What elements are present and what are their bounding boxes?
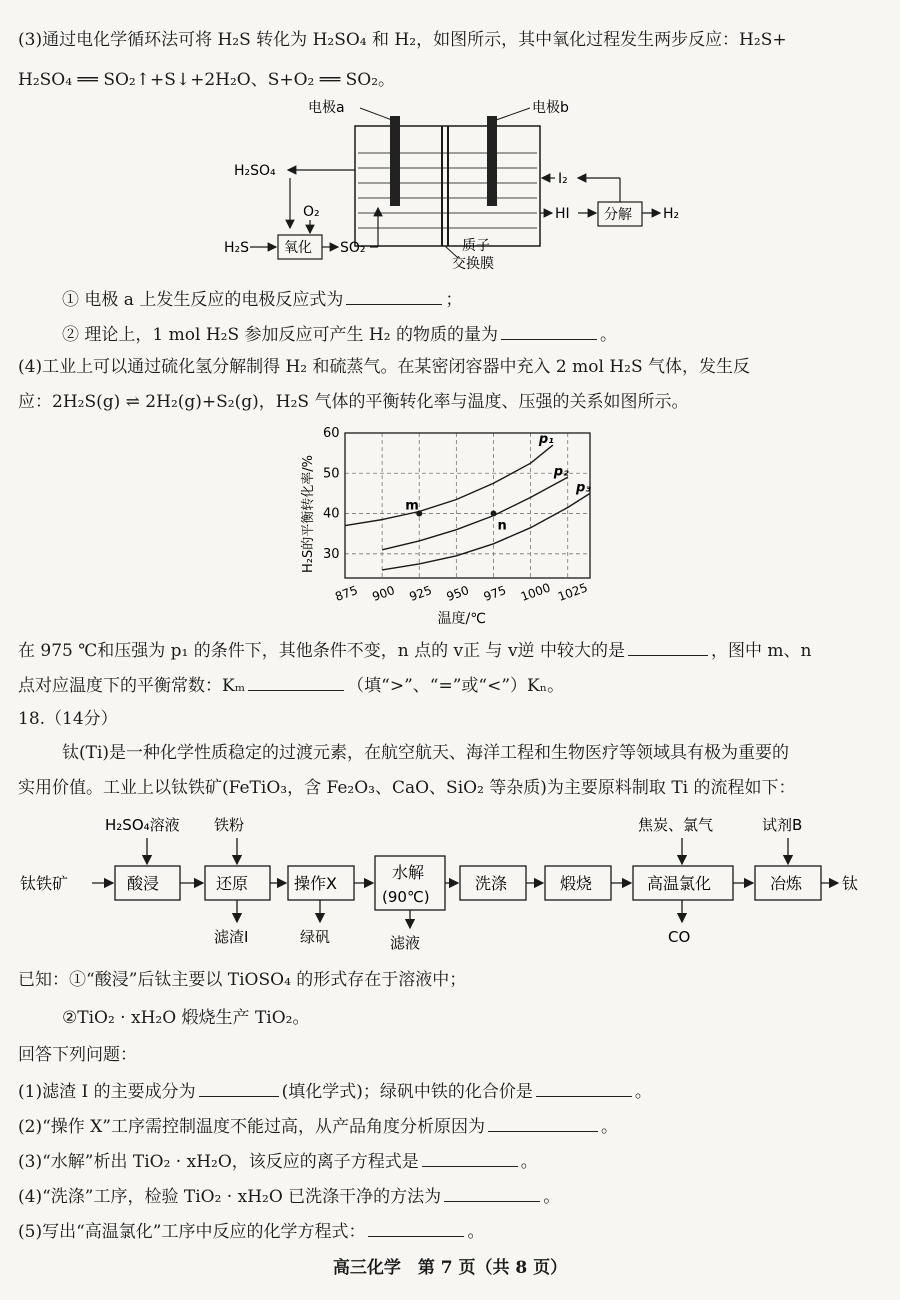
point-label-n: n bbox=[497, 518, 507, 534]
so2-label: SO₂ bbox=[340, 240, 366, 256]
series-label-1: p₁ bbox=[538, 432, 554, 448]
answer-blank-10[interactable] bbox=[368, 1218, 464, 1237]
flow-step-acid-leach: 酸浸 bbox=[127, 874, 160, 893]
y-tick-label: 60 bbox=[323, 426, 340, 441]
x-tick-label: 875 bbox=[333, 583, 360, 604]
q17-p3-line1: (3)通过电化学循环法可将 H₂S 转化为 H₂SO₄ 和 H₂，如图所示，其中氧化过程发生两步反应：H₂S+ bbox=[18, 30, 787, 50]
conversion-chart bbox=[290, 425, 620, 625]
x-tick-label: 900 bbox=[370, 583, 397, 604]
flow-step-chlorination: 高温氯化 bbox=[647, 874, 712, 893]
q18-q2: (2)“操作 X”工序需控制温度不能过高，从产品角度分析原因为 。 bbox=[18, 1113, 886, 1139]
flow-output-residue: 滤渣I bbox=[214, 928, 249, 946]
series-label-3: p₃ bbox=[576, 480, 591, 496]
x-tick-label: 975 bbox=[481, 583, 509, 604]
flow-step-smelt: 冶炼 bbox=[770, 874, 803, 893]
flow-output-green-vitriol: 绿矾 bbox=[300, 928, 331, 946]
answer-blank-3[interactable] bbox=[628, 637, 708, 656]
flow-step-operation-x: 操作X bbox=[294, 874, 337, 893]
y-tick-label: 40 bbox=[323, 506, 340, 522]
q18-answer-intro: 回答下列问题： bbox=[18, 1045, 137, 1065]
answer-blank-6[interactable] bbox=[536, 1078, 632, 1097]
q17-p3-q2: ② 理论上，1 mol H₂S 参加反应可产生 H₂ 的物质的量为 。 bbox=[62, 321, 886, 347]
x-tick-label: 1000 bbox=[518, 580, 553, 604]
q18-q4: (4)“洗涤”工序，检验 TiO₂ · xH₂O 已洗涤干净的方法为 。 bbox=[18, 1183, 886, 1209]
page-footer: 高三化学 第 7 页（共 8 页） bbox=[332, 1258, 568, 1278]
electrode-b bbox=[487, 116, 497, 206]
x-tick-label: 925 bbox=[407, 583, 434, 604]
flow-output-co: CO bbox=[668, 928, 691, 946]
flow-step-calcine: 煅烧 bbox=[560, 874, 593, 893]
q17-p4-line3: 在 975 ℃和压强为 p₁ 的条件下，其他条件不变，n 点的 v正 与 v逆 中较大的是 ，图中 m、n bbox=[18, 637, 886, 663]
q18-intro-2: 实用价值。工业上以钛铁矿(FeTiO₃，含 Fe₂O₃、CaO、SiO₂ 等杂质)为主要原料制取 Ti 的流程如下： bbox=[18, 778, 796, 798]
electrode-b-label: 电极b bbox=[532, 100, 569, 116]
q18-intro-1: 钛(Ti)是一种化学性质稳定的过渡元素，在航空航天、海洋工程和生物医疗等领域具有极为重要的 bbox=[62, 743, 790, 763]
point-label-m: m bbox=[405, 498, 419, 514]
point-n bbox=[490, 511, 496, 517]
electrode-a-label: 电极a bbox=[308, 100, 345, 116]
oxidation-label: 氧化 bbox=[284, 240, 312, 256]
flow-step-reduce: 还原 bbox=[216, 874, 249, 893]
electrode-a bbox=[390, 116, 400, 206]
series-label-2: p₂ bbox=[553, 464, 569, 480]
i2-label: I₂ bbox=[558, 171, 568, 187]
hi-label: HI bbox=[555, 206, 570, 222]
flow-step-hydrolysis: 水解 bbox=[392, 863, 425, 882]
flow-input-iron: 铁粉 bbox=[214, 816, 245, 834]
x-tick-label: 950 bbox=[444, 583, 471, 604]
electrochemical-cell-diagram bbox=[200, 98, 700, 273]
answer-blank-2[interactable] bbox=[501, 321, 597, 340]
h2-label: H₂ bbox=[663, 206, 680, 222]
membrane-label-2: 交换膜 bbox=[452, 256, 494, 272]
answer-blank-1[interactable] bbox=[346, 286, 442, 305]
answer-blank-4[interactable] bbox=[248, 672, 344, 691]
flow-raw: 钛铁矿 bbox=[20, 874, 69, 893]
q17-p4-line1: (4)工业上可以通过硫化氢分解制得 H₂ 和硫蒸气。在某密闭容器中充入 2 mol H₂S 气体，发生反 bbox=[18, 357, 751, 377]
answer-blank-7[interactable] bbox=[488, 1113, 598, 1132]
q17-p3-line2: H₂SO₄ ══ SO₂↑+S↓+2H₂O、S+O₂ ══ SO₂。 bbox=[18, 70, 396, 90]
q18-q5: (5)写出“高温氯化”工序中反应的化学方程式： 。 bbox=[18, 1218, 886, 1244]
flow-step-wash: 洗涤 bbox=[475, 874, 508, 893]
q18-known-1: 已知：①“酸浸”后钛主要以 TiOSO₄ 的形式存在于溶液中； bbox=[18, 970, 467, 990]
q17-p4-line2: 应：2H₂S(g) ⇌ 2H₂(g)+S₂(g)，H₂S 气体的平衡转化率与温度、压强的关系如图所示。 bbox=[18, 392, 689, 412]
y-tick-label: 30 bbox=[323, 546, 340, 562]
q18-q3: (3)“水解”析出 TiO₂ · xH₂O，该反应的离子方程式是 。 bbox=[18, 1148, 886, 1174]
h2so4-label: H₂SO₄ bbox=[234, 163, 276, 179]
q17-p4-line4: 点对应温度下的平衡常数：Kₘ （填“>”、“=”或“<”）Kₙ。 bbox=[18, 672, 886, 698]
flow-step-hydrolysis-temp: (90℃) bbox=[382, 888, 430, 906]
q18-known-2: ②TiO₂ · xH₂O 煅烧生产 TiO₂。 bbox=[62, 1008, 310, 1028]
o2-label: O₂ bbox=[303, 204, 320, 220]
titanium-flow-diagram bbox=[20, 810, 890, 960]
y-axis-label: H₂S的平衡转化率/% bbox=[301, 455, 316, 573]
answer-blank-5[interactable] bbox=[199, 1078, 279, 1097]
membrane-label-1: 质子 bbox=[462, 238, 490, 254]
decompose-label: 分解 bbox=[604, 207, 632, 223]
q17-p3-q1: ① 电极 a 上发生反应的电极反应式为 ； bbox=[62, 286, 886, 312]
answer-blank-8[interactable] bbox=[422, 1148, 518, 1167]
flow-product: 钛 bbox=[842, 874, 859, 893]
x-tick-label: 1025 bbox=[555, 580, 590, 604]
y-tick-label: 50 bbox=[323, 466, 340, 482]
q18-heading: 18.（14分） bbox=[18, 709, 118, 729]
flow-input-h2so4: H₂SO₄溶液 bbox=[105, 816, 180, 834]
x-axis-label: 温度/℃ bbox=[437, 611, 486, 625]
flow-output-filtrate: 滤液 bbox=[390, 934, 421, 952]
flow-input-coke-chlorine: 焦炭、氯气 bbox=[638, 816, 714, 834]
answer-blank-9[interactable] bbox=[444, 1183, 540, 1202]
q18-q1: (1)滤渣 I 的主要成分为 (填化学式)；绿矾中铁的化合价是 。 bbox=[18, 1078, 886, 1104]
h2s-label: H₂S bbox=[224, 240, 250, 256]
flow-input-reagent-b: 试剂B bbox=[762, 816, 803, 834]
